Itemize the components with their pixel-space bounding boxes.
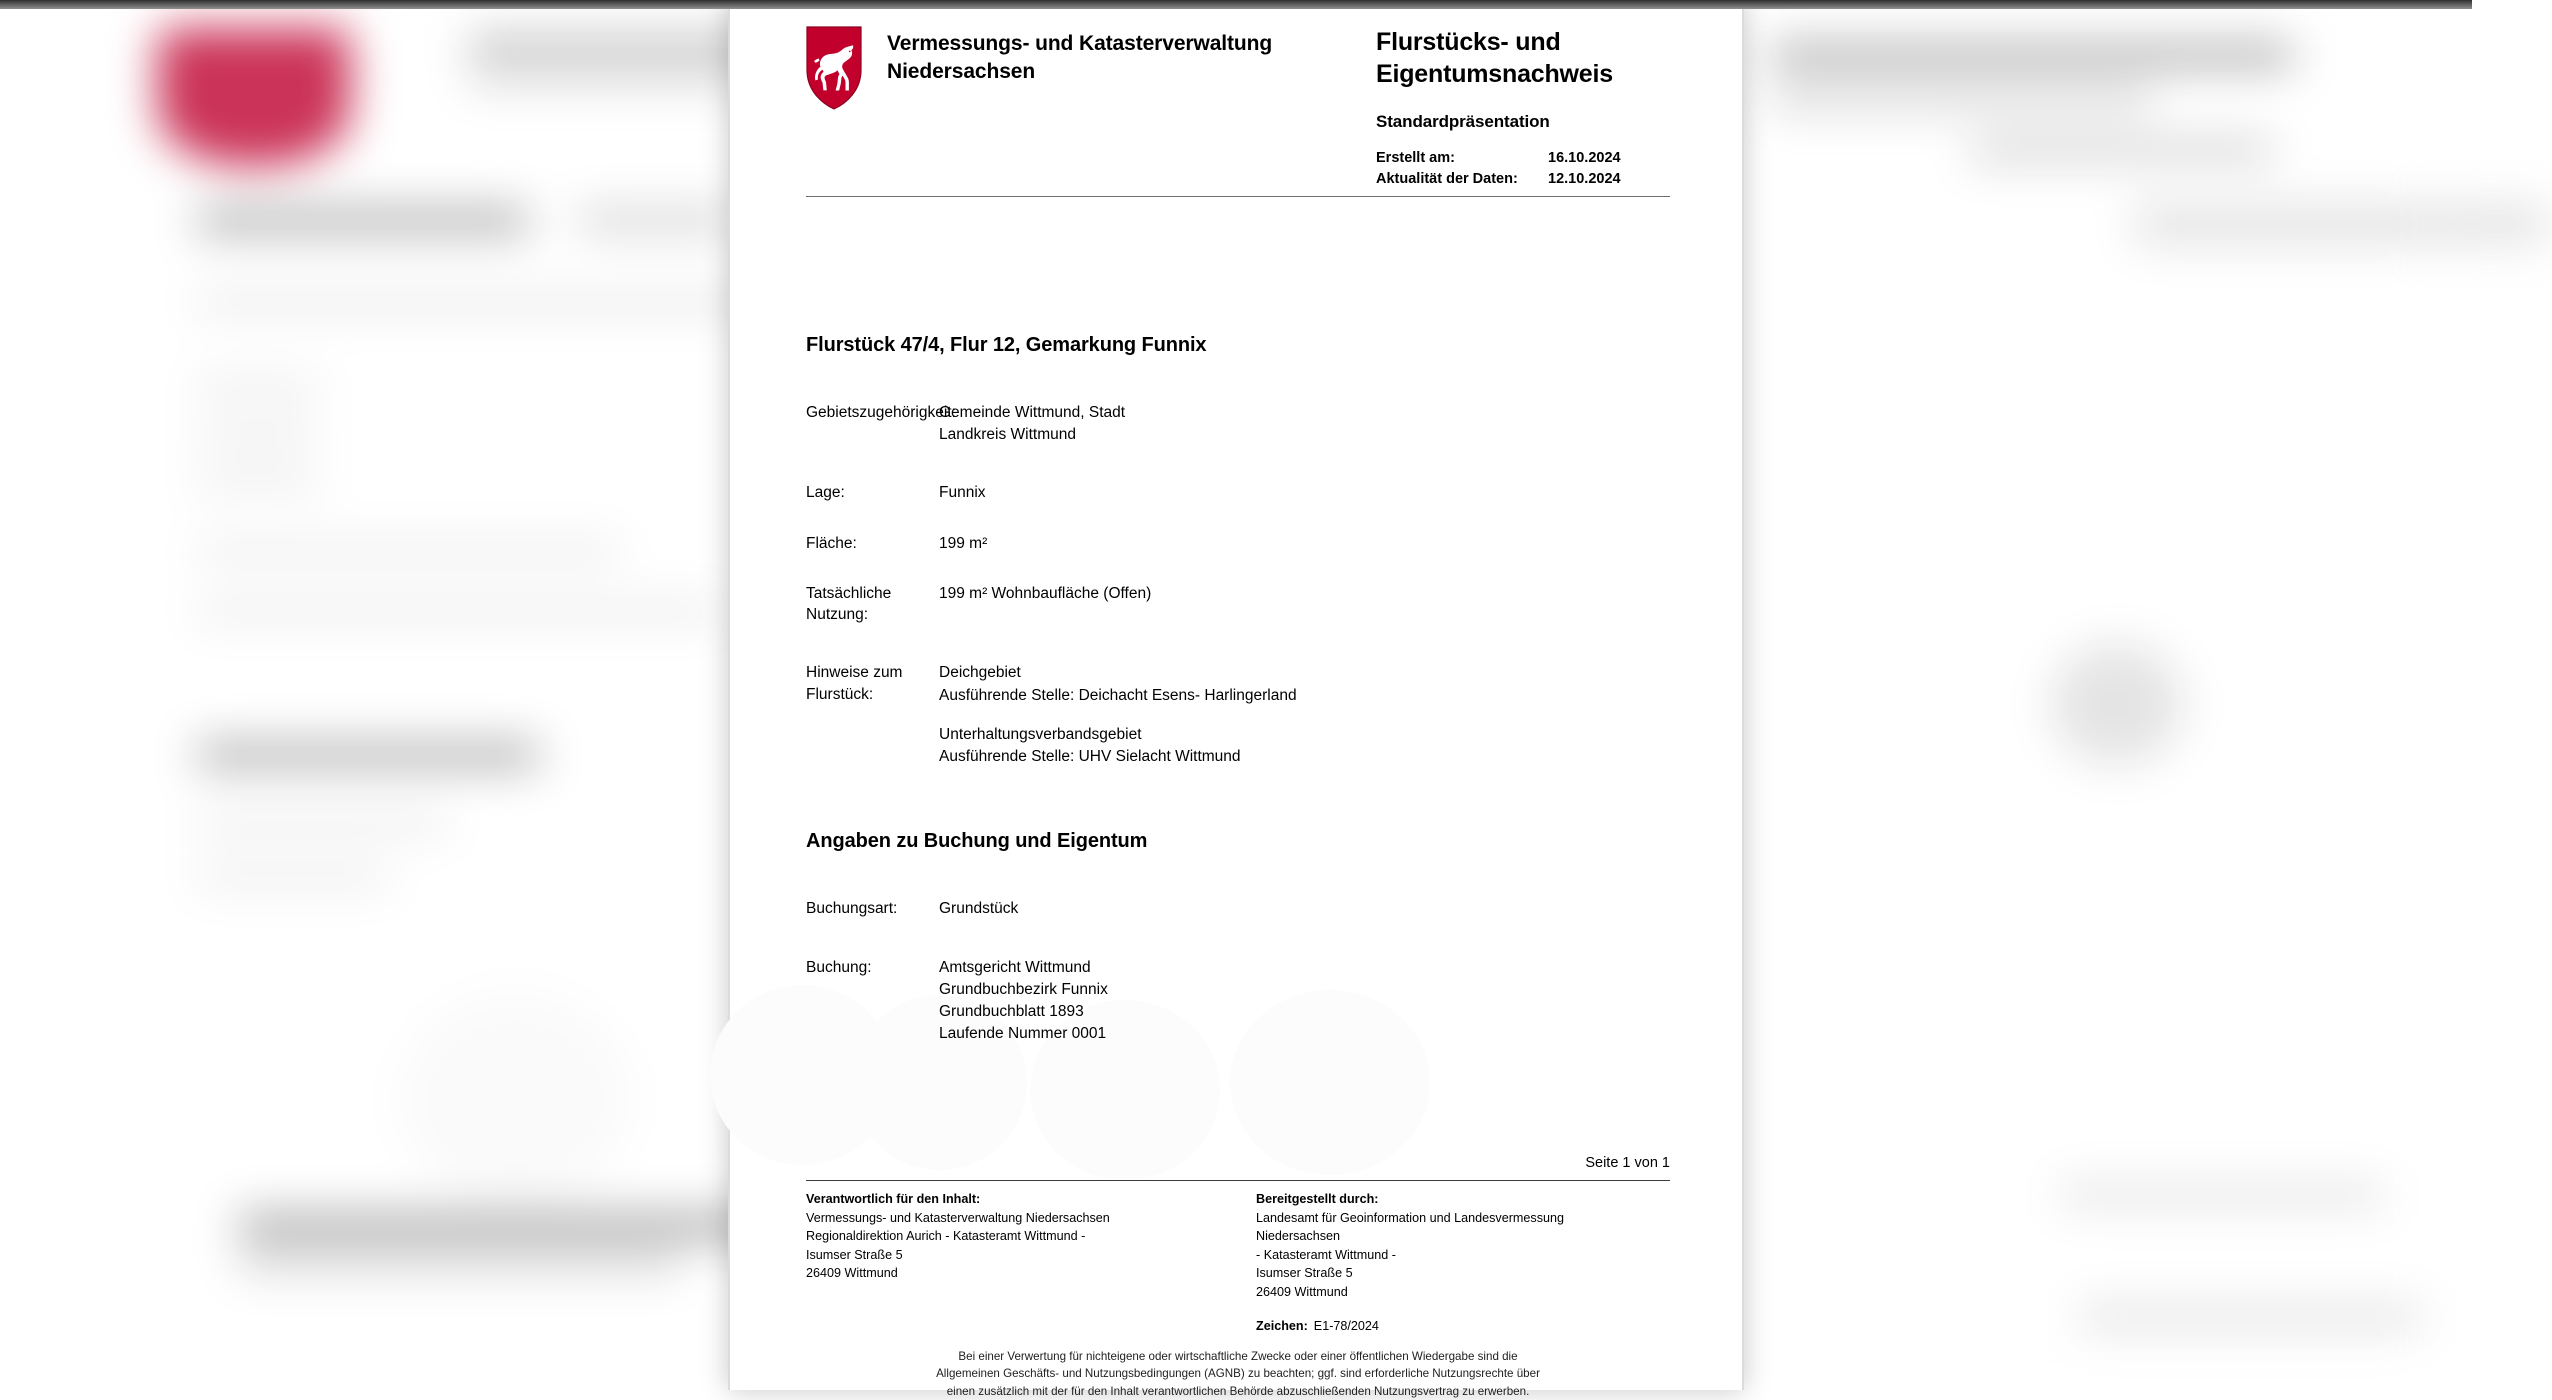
field-value-line: Gemeinde Wittmund, Stadt	[939, 404, 1126, 421]
field-value-line: Grundbuchbezirk Funnix	[939, 980, 1108, 998]
field-label: Hinweise zum Flurstück:	[806, 664, 903, 703]
background-text-line	[198, 816, 448, 830]
page-subtitle: Standardpräsentation	[1376, 111, 1550, 131]
background-text-line	[198, 428, 318, 442]
footer-line: Regionaldirektion Aurich - Katasteramt Wittmund -	[806, 1229, 1086, 1243]
background-text-line	[580, 210, 730, 230]
field-value-line: Funnix	[939, 484, 986, 502]
field-gebietszugehoerigkeit	[806, 402, 1670, 445]
meta-label-data-currency: Aktualität der Daten:	[1376, 171, 1518, 188]
organization-name: Vermessungs- und Katasterverwaltung Niedersachsen	[887, 32, 1273, 84]
background-text-line	[198, 474, 318, 488]
blurred-background-left	[0, 0, 728, 1390]
field-buchungsart	[806, 898, 1670, 919]
field-value	[939, 533, 1670, 554]
field-value-line: Landkreis Wittmund	[939, 426, 1076, 444]
footer-reference	[1256, 1317, 1670, 1336]
footer-reference-label: Zeichen:	[1256, 1319, 1308, 1333]
footer-line: Vermessungs- und Katasterverwaltung Niedersachsen	[806, 1210, 1110, 1225]
document-body	[806, 110, 1670, 1045]
footer-line: Isumser Straße 5	[1256, 1266, 1353, 1280]
field-label: Buchungsart:	[806, 900, 898, 918]
footer-provider-block	[1238, 1190, 1670, 1336]
field-value-line: Grundbuchblatt 1893	[939, 1003, 1084, 1021]
field-value-line: Ausführende Stelle: UHV Sielacht Wittmund	[939, 748, 1241, 766]
background-text-line	[198, 294, 818, 310]
field-tatsaechliche-nutzung	[806, 583, 1670, 625]
footer-line: - Katasteramt Wittmund -	[1256, 1247, 1396, 1262]
field-value-line: 199 m² Wohnbaufläche (Offen)	[939, 584, 1152, 602]
field-value-line: Deichgebiet	[939, 664, 1021, 682]
field-value-line: Ausführende Stelle: Deichacht Esens- Harlingerland	[939, 686, 1297, 704]
field-lage	[806, 482, 1670, 503]
field-value-line: Unterhaltungsverbandsgebiet	[939, 725, 1142, 743]
page-title: Flurstücks- und Eigentumsnachweis	[1376, 28, 1613, 89]
background-text-line	[198, 380, 318, 394]
field-label: Lage:	[806, 484, 845, 502]
footer-line: 26409 Wittmund	[1256, 1284, 1348, 1299]
background-text-line	[2082, 1304, 2422, 1330]
page-number: Seite 1 von 1	[1585, 1155, 1670, 1171]
field-value	[939, 662, 1670, 767]
background-text-line	[1772, 90, 2152, 108]
background-ghost-circle	[2052, 644, 2182, 764]
background-text-line	[198, 870, 388, 884]
field-value	[939, 898, 1670, 919]
footer-reference-value: E1-78/2024	[1313, 1319, 1379, 1333]
meta-value-created: 16.10.2024	[1548, 150, 1621, 166]
field-flaeche	[806, 533, 1670, 554]
background-ghost-circle	[400, 994, 630, 1204]
background-text-line	[1772, 44, 2292, 66]
background-text-line	[2062, 1184, 2382, 1206]
background-text-line	[198, 604, 718, 618]
document-viewer-panel[interactable]	[728, 0, 1744, 1398]
disclaimer-line: Bei einer Verwertung für nichteigene oder wirtschaftliche Zwecke oder einer öffentlichen Wiedergabe sind die	[958, 1350, 1518, 1363]
background-text-line	[198, 210, 528, 232]
field-label: Buchung:	[806, 958, 872, 976]
footer-heading: Verantwortlich für den Inhalt:	[806, 1192, 981, 1206]
background-text-line	[198, 744, 538, 766]
disclaimer-line: Allgemeinen Geschäfts- und Nutzungsbedingungen (AGNB) zu beachten; ggf. sind erforderliche Nutzungsrechte über	[936, 1367, 1540, 1381]
field-buchung	[806, 957, 1670, 1045]
background-text-line	[198, 544, 618, 558]
field-value	[939, 482, 1670, 503]
footer-line: Niedersachsen	[1256, 1229, 1341, 1243]
background-text-line	[240, 1252, 680, 1270]
blurred-background-right	[1744, 0, 2472, 1390]
footer-responsible-block	[806, 1190, 1238, 1336]
field-value-line: Laufende Nummer 0001	[939, 1025, 1107, 1043]
document-header	[806, 0, 1670, 188]
parcel-heading: Flurstück 47/4, Flur 12, Gemarkung Funnix	[806, 334, 1207, 356]
background-text-line	[1972, 140, 2272, 160]
meta-label-created: Erstellt am:	[1376, 150, 1455, 166]
field-value	[939, 583, 1670, 604]
booking-section-heading: Angaben zu Buchung und Eigentum	[806, 830, 1148, 853]
footer-line: 26409 Wittmund	[806, 1266, 898, 1280]
field-value	[939, 957, 1670, 1045]
legal-disclaimer	[840, 1348, 1636, 1400]
document-page	[730, 0, 1746, 1398]
field-value-line: Grundstück	[939, 900, 1019, 918]
field-value-line: Amtsgericht Wittmund	[939, 958, 1091, 976]
field-label: Fläche:	[806, 534, 857, 552]
value-spacer	[939, 707, 1670, 723]
field-label: Tatsächliche Nutzung:	[806, 584, 892, 624]
background-pill	[2132, 204, 2552, 244]
field-value-line: 199 m²	[939, 534, 988, 552]
meta-value-data-currency: 12.10.2024	[1548, 171, 1621, 188]
footer-line: Isumser Straße 5	[806, 1247, 903, 1262]
background-crest-blob	[158, 28, 350, 166]
field-label: Gebietszugehörigkeit:	[806, 404, 956, 421]
lower-saxony-coat-of-arms-icon	[806, 26, 862, 110]
footer-heading: Bereitgestellt durch:	[1256, 1192, 1379, 1206]
document-footer	[806, 1190, 1670, 1336]
background-text-line	[240, 1214, 800, 1238]
disclaimer-line: einen zusätzlich mit der für den Inhalt verantwortlichen Behörde abzuschließenden Nutzungsvertrag zu erwerben.	[946, 1384, 1530, 1398]
footer-divider	[806, 1180, 1670, 1181]
field-hinweise-zum-flurstueck	[806, 662, 1670, 767]
field-value	[939, 402, 1670, 445]
window-top-edge	[0, 0, 2472, 9]
footer-line: Landesamt für Geoinformation und Landesvermessung	[1256, 1210, 1565, 1225]
